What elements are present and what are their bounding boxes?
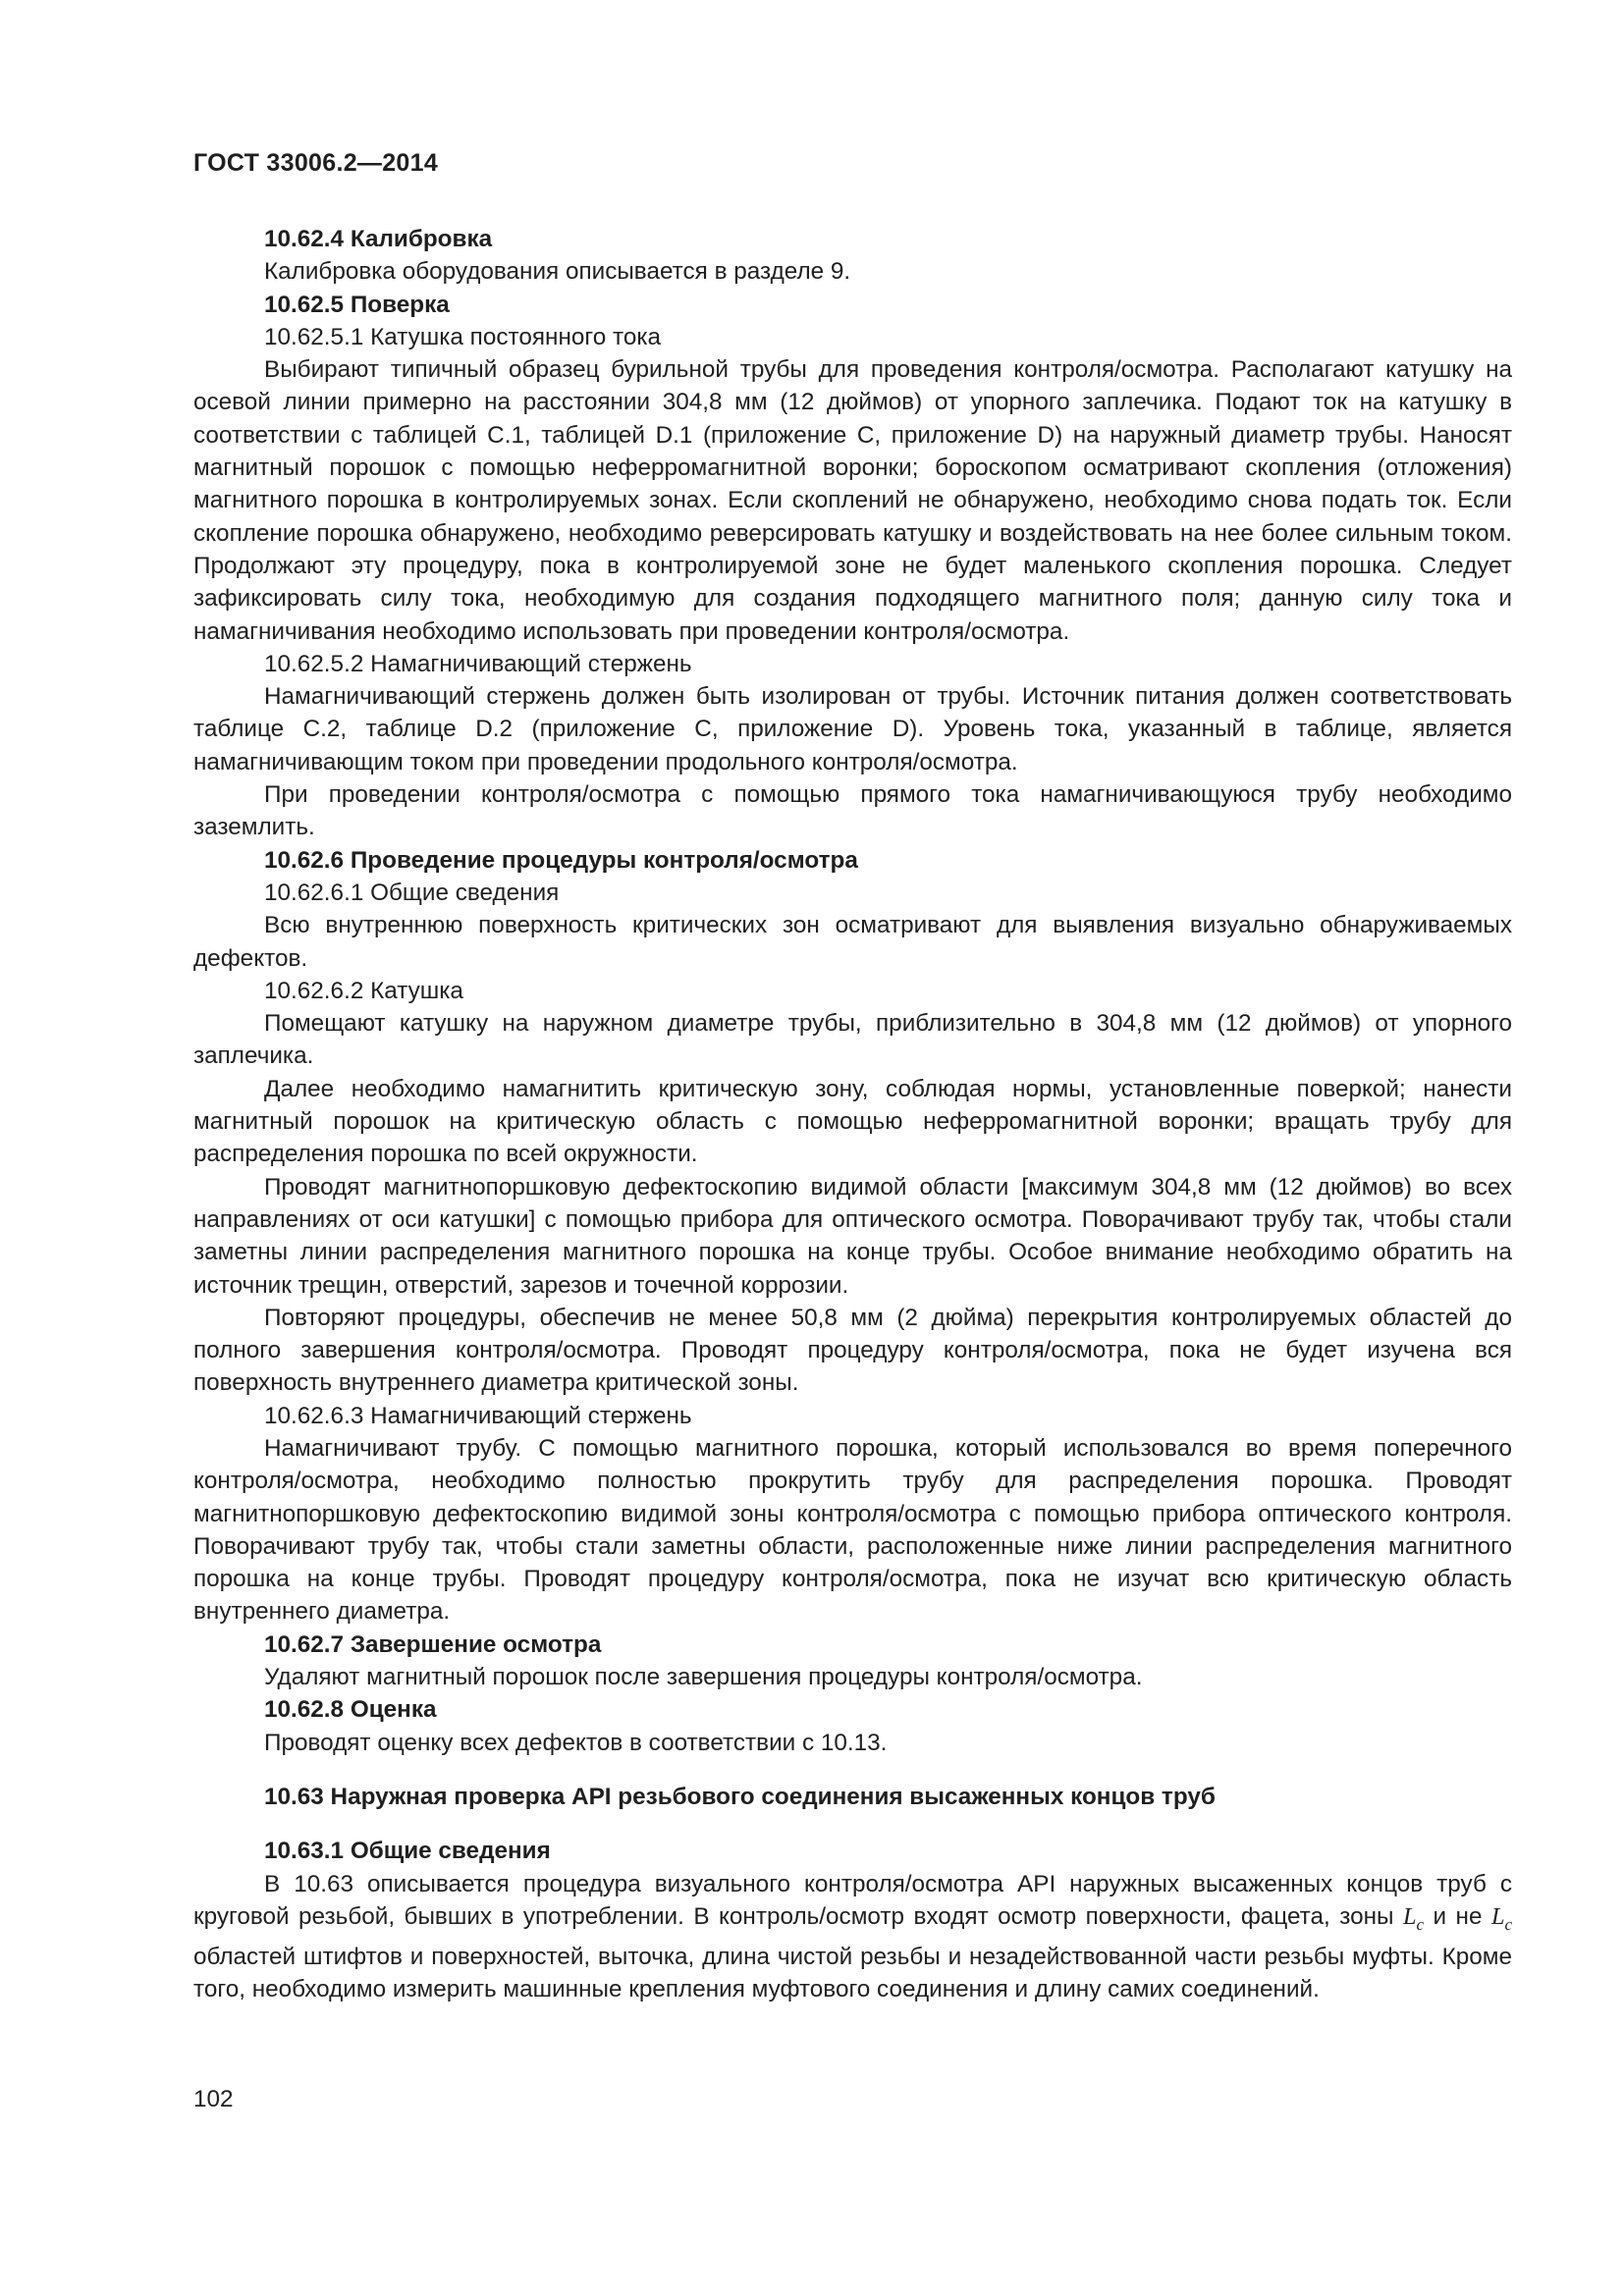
subheading-10-62-5-1: 10.62.5.1 Катушка постоянного тока bbox=[264, 323, 662, 350]
heading-10-62-6: 10.62.6 Проведение процедуры контроля/осмотра bbox=[264, 846, 858, 874]
page-number: 102 bbox=[193, 2086, 234, 2112]
subheading-10-62-5-2: 10.62.5.2 Намагничивающий стержень bbox=[264, 650, 692, 677]
heading-10-63-1: 10.63.1 Общие сведения bbox=[264, 1838, 551, 1865]
heading-10-62-4: 10.62.4 Калибровка bbox=[264, 226, 493, 252]
symbol-lc-2 bbox=[1490, 1902, 1512, 1934]
paragraph-10-62-6-2b: Далее необходимо намагнитить критическую зону, соблюдая нормы, установленные поверкой; нанести магнитный порошок на критическую область с помощью неферромагнитной воронки; вращать трубу для распределения порошка по всей окружности. bbox=[193, 1075, 1512, 1168]
paragraph-10-62-5-1: Выбирают типичный образец бурильной трубы для проведения контроля/осмотра. Располагают катушку на осевой линии примерно на расстоянии 304,8 мм (12 дюймов) от упорного заплечика. Подают ток на катушку в соответствии с таблицей С.1, таблицей D.1 (приложение С, приложение D) на наружный диаметр трубы. Наносят магнитный порошок с помощью неферромагнитной воронки; бороскопом осматривают скопления (отложения) магнитного порошка в контролируемых зонах. Если скоплений не обнаружено, необходимо снова подать ток. Если скопление порошка обнаружено, необходимо реверсировать катушку и воздействовать на нее более сильным током. Продолжают эту процедуру, пока в контролируемой зоне не будет маленького скопления порошка. Следует зафиксировать силу тока, необходимую для создания подходящего магнитного поля; данную силу тока и намагничивания необходимо использовать при проведении контроля/осмотра. bbox=[193, 356, 1512, 645]
paragraph-10-63-1-text-3: областей штифтов и поверхностей, выточка, длина чистой резьбы и незадействованной части резьбы муфты. Кроме того, необходимо измерить машинные крепления муфтового соединения и длину самих соединений. bbox=[193, 1944, 1512, 2003]
symbol-lc-subscript: c bbox=[1416, 1914, 1425, 1934]
paragraph-10-62-6-2c: Проводят магнитнопоршковую дефектоскопию видимой области [максимум 304,8 мм (12 дюймов) во всех направлениях от оси катушки] с помощью прибора для оптического осмотра. Поворачивают трубу так, чтобы стали заметны линии распределения магнитного порошка на конце трубы. Особое внимание необходимо обратить на источник трещин, отверстий, зарезов и точечной коррозии. bbox=[193, 1173, 1512, 1299]
document-body bbox=[193, 223, 1512, 2006]
symbol-lc-2-subscript: c bbox=[1504, 1914, 1512, 1934]
subheading-10-62-6-1: 10.62.6.1 Общие сведения bbox=[264, 879, 560, 906]
paragraph-10-63-1-text-2: и не bbox=[1424, 1902, 1491, 1930]
paragraph-10-62-6-1: Всю внутреннюю поверхность критических зон осматривают для выявления визуально обнаруживаемых дефектов. bbox=[193, 912, 1512, 972]
paragraph-10-62-5-2a: Намагничивающий стержень должен быть изолирован от трубы. Источник питания должен соответствовать таблице С.2, таблице D.2 (приложение С, приложение D). Уровень тока, указанный в таблице, является намагничивающим током при проведении продольного контроля/осмотра. bbox=[193, 683, 1512, 775]
paragraph-10-62-8: Проводят оценку всех дефектов в соответствии с 10.13. bbox=[264, 1729, 888, 1756]
paragraph-10-63-1 bbox=[193, 1868, 1512, 2006]
document-id-header: ГОСТ 33006.2—2014 bbox=[193, 149, 439, 177]
paragraph-10-62-6-3: Намагничивают трубу. С помощью магнитного порошка, который использовался во время поперечного контроля/осмотра, необходимо полностью прокрутить трубу для распределения порошка. Проводят магнитнопоршковую дефектоскопию видимой зоны контроля/осмотра с помощью прибора оптического контроля. Поворачивают трубу так, чтобы стали заметны области, расположенные ниже линии распределения магнитного порошка на конце трубы. Проводят процедуру контроля/осмотра, пока не изучат всю критическую область внутреннего диаметра. bbox=[193, 1434, 1512, 1626]
heading-10-62-7: 10.62.7 Завершение осмотра bbox=[264, 1630, 602, 1658]
paragraph-10-63-1-text-1: В 10.63 описывается процедура визуального контроля/осмотра API наружных высаженных концов труб с круговой резьбой, бывших в употреблении. В контроль/осмотр входят осмотр поверхности, фацета, зоны bbox=[193, 1870, 1512, 1930]
paragraph-10-62-6-2d: Повторяют процедуры, обеспечив не менее 50,8 мм (2 дюйма) перекрытия контролируемых областей до полного завершения контроля/осмотра. Проводят процедуру контроля/осмотра, пока не будет изучена вся поверхность внутреннего диаметра критической зоны. bbox=[193, 1304, 1512, 1397]
subheading-10-62-6-2: 10.62.6.2 Катушка bbox=[264, 977, 463, 1004]
symbol-lc-2-letter: L bbox=[1490, 1902, 1505, 1930]
symbol-lc-letter: L bbox=[1402, 1902, 1417, 1930]
paragraph-10-62-6-2a: Помещают катушку на наружном диаметре трубы, приблизительно в 304,8 мм (12 дюймов) от упорного заплечика. bbox=[193, 1010, 1512, 1070]
heading-10-63: 10.63 Наружная проверка API резьбового соединения высаженных концов труб bbox=[264, 1783, 1216, 1810]
heading-10-62-5: 10.62.5 Поверка bbox=[264, 291, 450, 318]
subheading-10-62-6-3: 10.62.6.3 Намагничивающий стержень bbox=[264, 1402, 692, 1429]
symbol-lc bbox=[1402, 1902, 1425, 1934]
heading-10-62-8: 10.62.8 Оценка bbox=[264, 1696, 437, 1724]
paragraph-10-62-4: Калибровка оборудования описывается в разделе 9. bbox=[264, 258, 851, 286]
paragraph-10-62-5-2b: При проведении контроля/осмотра с помощью прямого тока намагничивающуюся трубу необходимо заземлить. bbox=[193, 781, 1512, 841]
paragraph-10-62-7: Удаляют магнитный порошок после завершения процедуры контроля/осмотра. bbox=[264, 1664, 1143, 1691]
